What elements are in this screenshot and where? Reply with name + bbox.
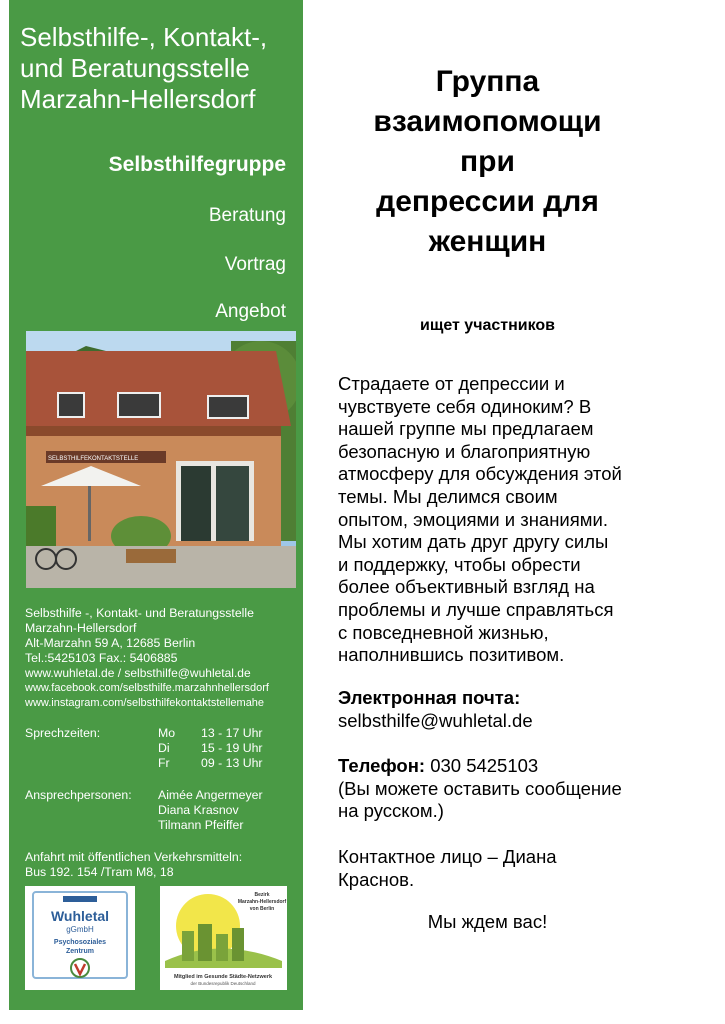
bezirk-top1: Bezirk: [254, 892, 270, 898]
hours-day: Mo: [158, 726, 176, 740]
menu-selbsthilfegruppe: Selbsthilfegruppe: [108, 153, 286, 176]
paragraph-line: безопасную и благоприятную: [338, 440, 591, 462]
address-line: Tel.:5425103 Fax.: 5406885: [25, 651, 178, 665]
email-link[interactable]: selbsthilfe@wuhletal.de: [338, 709, 533, 731]
facebook-link[interactable]: www.facebook.com/selbsthilfe.marzahnhellersdorf: [25, 682, 269, 694]
contact-person: Diana Krasnov: [158, 803, 239, 817]
address-line: Selbsthilfe -, Kontakt- und Beratungsstelle: [25, 606, 254, 620]
phone-note: на русском.): [338, 800, 444, 822]
contacts-label: Ansprechpersonen:: [25, 788, 132, 802]
org-title-line: und Beratungsstelle: [20, 53, 250, 83]
paragraph-line: Мы хотим дать друг другу силы: [338, 531, 609, 553]
paragraph-line: Страдаете от депрессии и: [338, 373, 565, 394]
paragraph-line: и поддержку, чтобы обрести: [338, 553, 581, 575]
wuhletal-line1: Psychosoziales: [53, 939, 107, 946]
wuhletal-logo: [25, 886, 135, 990]
wuhletal-sub: gGmbH: [66, 925, 94, 934]
headline-line: Группа: [435, 65, 540, 98]
bezirk-bottom2: der Bundesrepublik Deutschland: [190, 981, 256, 986]
contact-persons: [25, 788, 305, 833]
contact-person: Tilmann Pfeiffer: [158, 818, 244, 832]
building-photo: [26, 331, 296, 588]
hours-day: Fr: [158, 756, 170, 770]
org-title-line: Selbsthilfe-, Kontakt-,: [20, 22, 268, 52]
hours-day: Di: [158, 741, 170, 755]
hours-time: 15 - 19 Uhr: [201, 741, 263, 755]
contact-person-section: [338, 846, 658, 891]
hours-time: 13 - 17 Uhr: [201, 726, 263, 740]
contact-person: Aimée Angermeyer: [158, 788, 263, 802]
subheadline: ищет участников: [419, 317, 556, 334]
bezirk-logo: [160, 886, 287, 990]
email-section: [338, 687, 658, 732]
headline-line: при: [460, 145, 515, 178]
office-hours: [25, 726, 305, 771]
wuhletal-name: Wuhletal: [50, 908, 110, 924]
headline-line: взаимопомощи: [373, 105, 602, 138]
org-title: [20, 22, 305, 115]
sidebar: [9, 0, 303, 1010]
transport-line: Anfahrt mit öffentlichen Verkehrsmitteln:: [25, 850, 243, 864]
phone-note: (Вы можете оставить сообщение: [338, 777, 622, 799]
paragraph-line: более объективный взгляд на: [338, 576, 595, 598]
paragraph-line: нашей группе мы предлагаем: [338, 418, 594, 440]
paragraph-line: темы. Мы делимся своим: [338, 485, 558, 507]
paragraph-line: с повседневной жизнью,: [338, 621, 549, 643]
description-paragraph: [338, 373, 658, 667]
website-email-link[interactable]: www.wuhletal.de / selbsthilfe@wuhletal.de: [25, 666, 251, 680]
paragraph-line: проблемы и лучше справляться: [338, 598, 614, 620]
phone-number[interactable]: 030 5425103: [430, 755, 539, 776]
transport-info: [25, 850, 305, 880]
bezirk-bottom1: Mitglied im Gesunde Städte-Netzwerk: [173, 974, 273, 980]
closing-text: Мы ждем вас!: [427, 911, 548, 932]
bezirk-top2: Marzahn-Hellersdorf: [237, 899, 287, 905]
headline-line: депрессии для: [376, 185, 599, 218]
paragraph-line: чувствуете себя одиноким? В: [338, 395, 592, 417]
menu-angebot: Angebot: [215, 301, 286, 322]
paragraph-line: наполнившись позитивом.: [338, 644, 565, 666]
phone-label: Телефон:: [338, 755, 426, 776]
org-title-line: Marzahn-Hellersdorf: [20, 84, 256, 114]
hours-label: Sprechzeiten:: [25, 726, 101, 740]
phone-section: [338, 755, 658, 823]
transport-line: Bus 192. 154 /Tram M8, 18: [25, 865, 174, 879]
photo-sign-text: SELBSTHILFEKONTAKTSTELLE: [48, 456, 139, 462]
bezirk-top3: von Berlin: [249, 906, 275, 912]
wuhletal-line2: Zentrum: [66, 948, 94, 955]
address-line: Marzahn-Hellersdorf: [25, 621, 137, 635]
contact-person-line: Контактное лицо – Диана: [338, 846, 557, 867]
email-label: Электронная почта:: [338, 687, 521, 708]
paragraph-line: атмосферу для обсуждения этой: [338, 463, 622, 485]
menu-vortrag: Vortrag: [224, 254, 286, 275]
headline-line: женщин: [428, 225, 547, 258]
menu-beratung: Beratung: [208, 205, 286, 226]
instagram-link[interactable]: www.instagram.com/selbsthilfekontaktstellemahe: [25, 697, 265, 709]
paragraph-line: опытом, эмоциями и знаниями.: [338, 508, 608, 530]
address-line: Alt-Marzahn 59 A, 12685 Berlin: [25, 636, 196, 650]
contact-person-line: Краснов.: [338, 868, 415, 890]
headline: [330, 62, 645, 262]
hours-time: 09 - 13 Uhr: [201, 756, 263, 770]
address-block: [25, 606, 305, 711]
